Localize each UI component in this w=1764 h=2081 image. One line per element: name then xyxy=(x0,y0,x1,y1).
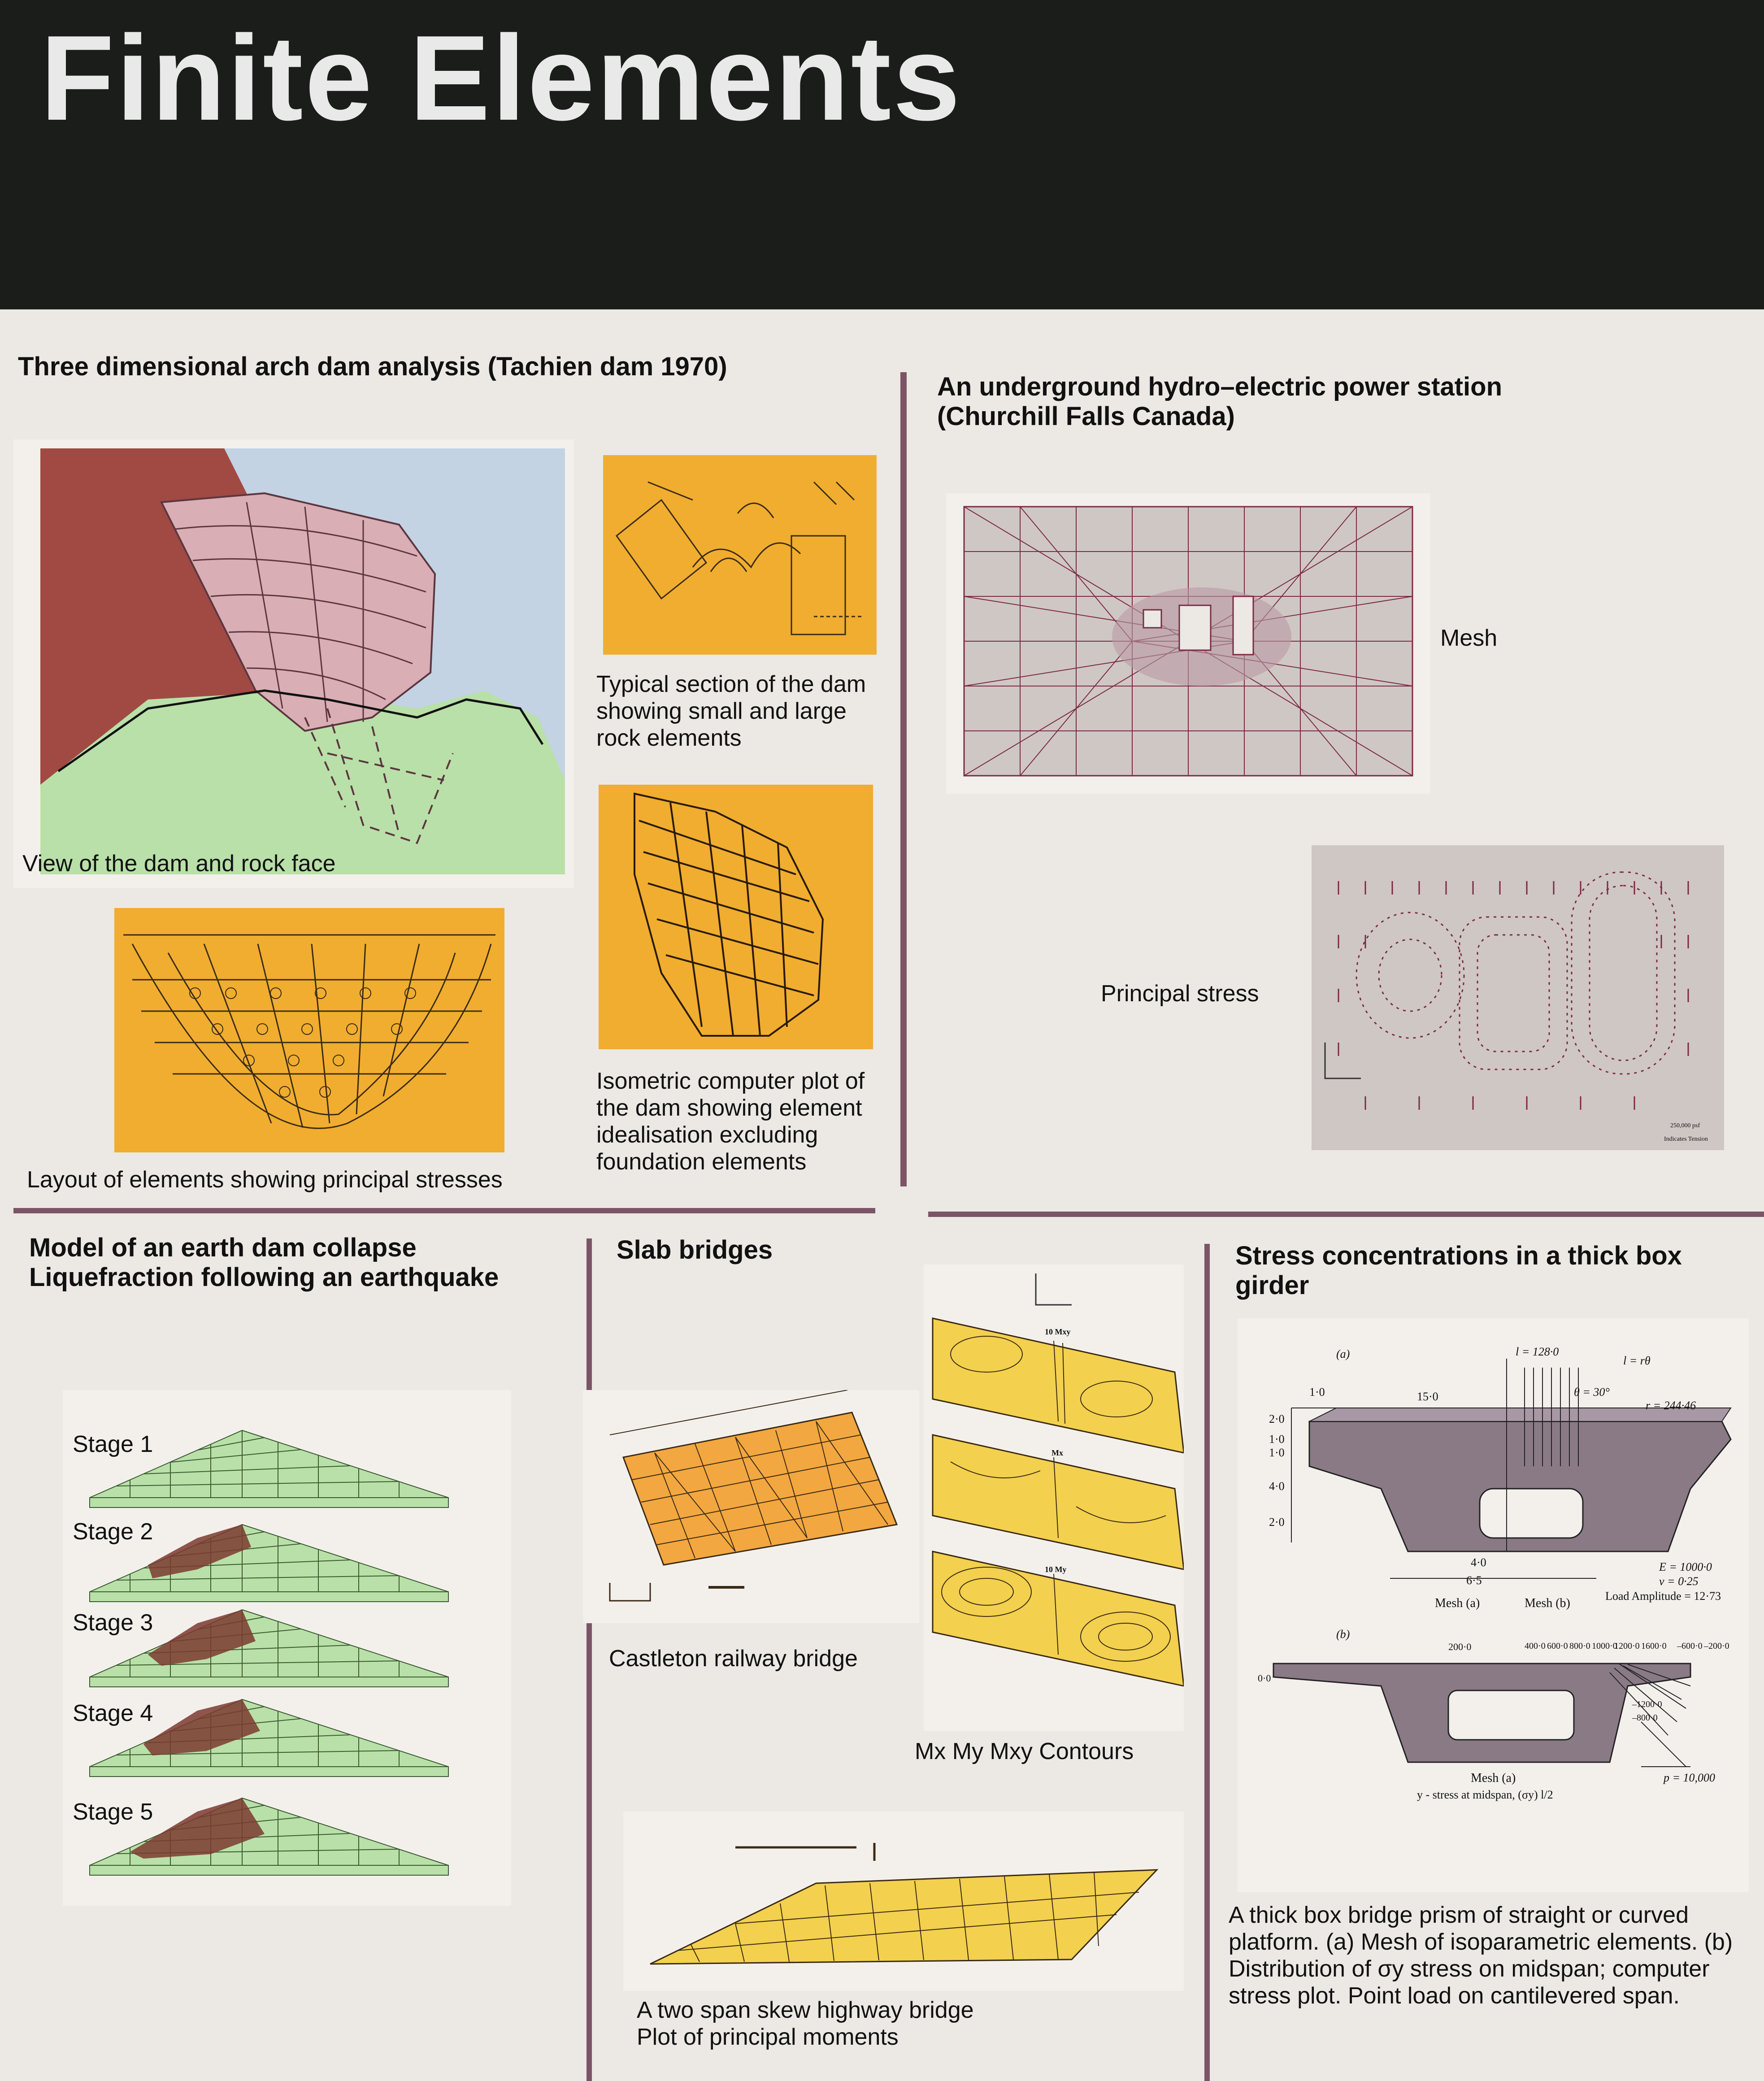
isometric-plot-illustration xyxy=(599,785,873,1049)
power-station-title-1: An underground hydro–electric power station xyxy=(937,372,1503,401)
fig-b-label-200: 200·0 xyxy=(1448,1641,1472,1652)
isometric-caption-1: Isometric computer plot of xyxy=(596,1068,865,1094)
dim-left-3: 1·0 xyxy=(1269,1446,1285,1459)
typical-section-caption-2: showing small and large xyxy=(596,698,847,724)
dim-top-r: r = 244·46 xyxy=(1646,1399,1696,1412)
fig-b-label-neg200: –200·0 xyxy=(1704,1641,1729,1651)
dam-view-panel xyxy=(13,439,574,888)
box-girder-panel xyxy=(1238,1318,1749,1892)
dim-top-theta: θ = 30° xyxy=(1574,1386,1610,1399)
castleton-illustration xyxy=(583,1390,919,1623)
earth-dam-panel xyxy=(63,1390,511,1906)
layout-elements-panel xyxy=(114,908,504,1152)
arch-dam-title: Three dimensional arch dam analysis (Tachien dam 1970) xyxy=(18,352,727,381)
stage-3-label: Stage 3 xyxy=(73,1610,153,1636)
slab-bridges-title: Slab bridges xyxy=(617,1235,773,1264)
fig-a-tag: (a) xyxy=(1336,1347,1350,1360)
dam-view-caption: View of the dam and rock face xyxy=(22,851,336,877)
principal-stress-panel xyxy=(1312,845,1724,1150)
fig-b-load: p = 10,000 xyxy=(1664,1771,1716,1784)
layout-elements-caption: Layout of elements showing principal stresses xyxy=(27,1167,503,1193)
contours-caption: Mx My Mxy Contours xyxy=(915,1738,1134,1764)
isometric-caption-2: the dam showing element xyxy=(596,1095,862,1121)
typical-section-illustration xyxy=(603,455,877,655)
fig-b-caption-mesh: Mesh (a) xyxy=(1471,1771,1516,1785)
castleton-caption: Castleton railway bridge xyxy=(609,1646,858,1672)
skew-bridge-caption-1: A two span skew highway bridge xyxy=(637,1997,974,2023)
dim-left-2: 1·0 xyxy=(1269,1433,1285,1446)
dim-top-l: l = 128·0 xyxy=(1516,1345,1559,1358)
box-girder-title-1: Stress concentrations in a thick box xyxy=(1235,1241,1682,1270)
typical-section-caption-1: Typical section of the dam xyxy=(596,671,866,697)
divider-vertical-top xyxy=(900,372,907,1186)
dim-left-4: 4·0 xyxy=(1269,1480,1285,1493)
fig-b-caption-stress: y - stress at midspan, (σy) l/2 xyxy=(1417,1788,1553,1801)
fig-b-label-800: 800·0 xyxy=(1569,1641,1590,1651)
dim-bottom-65: 6·5 xyxy=(1466,1574,1482,1587)
stage-5-label: Stage 5 xyxy=(73,1799,153,1825)
isometric-caption-3: idealisation excluding xyxy=(596,1122,818,1148)
stage-1-label: Stage 1 xyxy=(73,1431,153,1457)
prop-nu: ν = 0·25 xyxy=(1659,1575,1699,1588)
divider-vertical-bottom-1 xyxy=(587,1238,592,2081)
box-girder-title-2: girder xyxy=(1235,1271,1309,1300)
dam-view-illustration xyxy=(13,439,574,888)
principal-stress-illustration xyxy=(1312,845,1724,1150)
stress-legend-value: 250,000 psf xyxy=(1670,1122,1700,1129)
typical-section-panel xyxy=(603,455,877,655)
typical-section-caption-3: rock elements xyxy=(596,725,742,751)
dim-bottom-4: 4·0 xyxy=(1471,1556,1486,1569)
skew-bridge-panel xyxy=(623,1812,1184,1991)
mesh-a-label: Mesh (a) xyxy=(1435,1596,1480,1610)
fig-b-label-neg800: –800·0 xyxy=(1632,1713,1658,1723)
contour-label-my: 10 My xyxy=(1045,1565,1067,1574)
dim-top-lrtheta: l = rθ xyxy=(1623,1354,1651,1367)
isometric-plot-panel xyxy=(599,785,873,1049)
fig-b-label-0: 0·0 xyxy=(1258,1673,1271,1684)
stage-4-label: Stage 4 xyxy=(73,1700,153,1726)
principal-stress-caption: Principal stress xyxy=(1101,981,1259,1007)
fig-b-label-neg1200: –1200·0 xyxy=(1632,1699,1662,1709)
fig-b-label-600: 600·0 xyxy=(1547,1641,1568,1651)
contours-panel xyxy=(924,1264,1184,1731)
dim-left-1: 2·0 xyxy=(1269,1412,1285,1425)
fig-b-label-1000: 1000·0 xyxy=(1592,1641,1617,1651)
fig-b-label-neg600: –600·0 xyxy=(1677,1641,1703,1651)
page-title: Finite Elements xyxy=(40,11,962,146)
divider-vertical-bottom-2 xyxy=(1204,1244,1210,2081)
stress-legend-label: Indicates Tension xyxy=(1664,1136,1708,1143)
contour-label-mxy: 10 Mxy xyxy=(1045,1327,1071,1336)
isometric-caption-4: foundation elements xyxy=(596,1149,807,1175)
box-girder-desc-1: A thick box bridge prism of straight or curved xyxy=(1229,1902,1689,1928)
skew-bridge-caption-2: Plot of principal moments xyxy=(637,2024,899,2050)
mesh-panel xyxy=(946,493,1430,794)
mesh-caption: Mesh xyxy=(1440,625,1498,651)
castleton-panel xyxy=(583,1390,919,1623)
divider-horizontal-right xyxy=(928,1212,1764,1217)
prop-load: Load Amplitude = 12·73 xyxy=(1605,1590,1721,1603)
prop-e: E = 1000·0 xyxy=(1659,1560,1712,1573)
earth-dam-title-1: Model of an earth dam collapse xyxy=(29,1233,417,1262)
box-girder-desc-2: platform. (a) Mesh of isoparametric elements. (b) xyxy=(1229,1929,1733,1955)
fig-b-tag: (b) xyxy=(1336,1628,1350,1641)
mesh-illustration xyxy=(946,493,1430,794)
fig-b-label-1200: 1200·0 xyxy=(1614,1641,1640,1651)
fig-b-label-400: 400·0 xyxy=(1525,1641,1546,1651)
divider-horizontal-left xyxy=(13,1208,875,1213)
dim-top-15: 15·0 xyxy=(1417,1390,1438,1403)
fig-b-label-1600: 1600·0 xyxy=(1641,1641,1667,1651)
power-station-title-2: (Churchill Falls Canada) xyxy=(937,402,1235,431)
skew-bridge-illustration xyxy=(623,1812,1184,1991)
mesh-b-label: Mesh (b) xyxy=(1525,1596,1570,1610)
dim-top-1: 1·0 xyxy=(1309,1386,1325,1399)
earth-dam-illustration xyxy=(63,1390,511,1906)
box-girder-desc-3: Distribution of σy stress on midspan; computer xyxy=(1229,1956,1710,1982)
stage-2-label: Stage 2 xyxy=(73,1519,153,1545)
contour-label-mx: Mx xyxy=(1051,1448,1063,1457)
dim-left-5: 2·0 xyxy=(1269,1516,1285,1529)
earth-dam-title-2: Liquefraction following an earthquake xyxy=(29,1263,499,1292)
layout-elements-illustration xyxy=(114,908,504,1152)
box-girder-desc-4: stress plot. Point load on cantilevered span. xyxy=(1229,1983,1680,2009)
